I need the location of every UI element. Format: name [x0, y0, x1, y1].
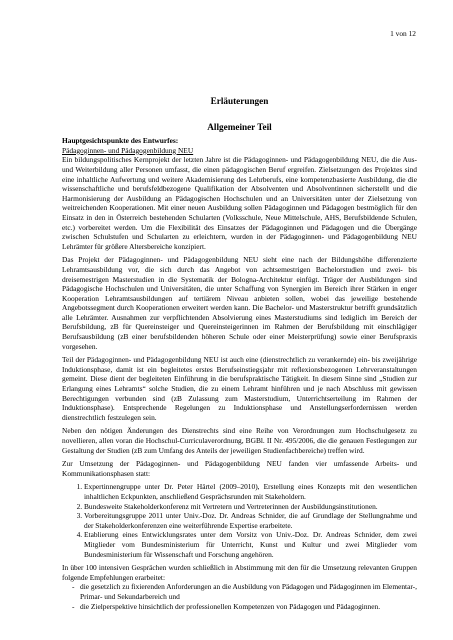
- recommendations-list: [62, 582, 417, 611]
- phase-item-1: 1. Expertinnengruppe unter Dr. Peter Härtel (2009–2010), Erstellung eines Konzepts mit den wesentlichen inhaltlichen Eckpunkten, anschließend Gesprächsrunden mit Stakeholdern.: [84, 482, 417, 501]
- phase-item-4: 4. Etablierung eines Entwicklungsrates unter dem Vorsitz von Univ.-Doz. Dr. Andreas Schnider, dem zwei Mitglieder vom Bundesministerium für Unterricht, Kunst und Kultur und zwei Mitglieder vom Bundesministerium für Wissenschaft und Forschung angehören.: [84, 530, 417, 559]
- page-number: 1 von 12: [390, 29, 416, 38]
- paragraph-3: Teil der Pädagoginnen- und Pädagogenbildung NEU ist auch eine (dienstrechtlich zu verankernde) ein- bis zweijährige Induktionsphase, damit ist ein begleitetes erstes Berufseinstiegsjahr mit reflexionsbezogenen Lehrveranstaltungen gemeint. Diese dient der begleiteten Einführung in die berufspraktische Tätigkeit. In diesem Sinne sind „Studien zur Erlangung eines Lehramts“ solche Studien, die zu einem Lehramt hinführen und je nach Abschluss mit gewissen Berechtigungen verbunden sind (zB Zulassung zum Masterstudium, Unterrichtserteilung im Rahmen der Induktionsphase). Entsprechende Regelungen zu Induktionsphase und Anstellungserfordernissen werden dienstrechtlich festzulegen sein.: [62, 355, 417, 422]
- phase-item-2: 2. Bundesweite Stakeholderkonferenz mit Vertretern und Vertreterinnen der Ausbildungsinstitutionen.: [84, 502, 417, 512]
- project-link[interactable]: Pädagoginnen- und Pädagogenbildung NEU: [62, 145, 194, 155]
- paragraph-5: Zur Umsetzung der Pädagoginnen- und Pädagogenbildung NEU fanden vier umfassende Arbeits- und Kommunikationsphasen statt:: [62, 459, 417, 478]
- paragraph-4: Neben den nötigen Änderungen des Dienstrechts sind eine Reihe von Verordnungen zum Hochschulgesetz zu novellieren, allen voran die Hochschul-Curriculaverordnung, BGBl. II Nr. 495/2006, die die genauen Festlegungen zur Gestaltung der Studien (zB zum Umfang des Anteils der jeweiligen Studienfachbereiche) treffen wird.: [62, 426, 417, 455]
- phases-list: [62, 482, 417, 559]
- recommendation-item-2: - die Zielperspektive hinsichtlich der professionellen Kompetenzen von Pädagogen und Pädagoginnen.: [72, 602, 417, 612]
- phase-item-3: 3. Vorbereitungsgruppe 2011 unter Univ.-Doz. Dr. Andreas Schnider, die auf Grundlage der Stellungnahme und der Stakeholderkonferenzen eine weiterführende Expertise erarbeitete.: [84, 511, 417, 530]
- paragraph-2: Das Projekt der Pädagoginnen- und Pädagogenbildung NEU sieht eine nach der Bildungshöhe differenzierte Lehramtsausbildung vor, die sich durch das Angebot von achtsemestrigen Bachelorstudien und zwei- bis dreisemestrigen Masterstudien in die Systematik der Bologna-Architektur einfügt. Träger der Ausbildungen sind Pädagogische Hochschulen und Universitäten, die unter Schaffung von Synergien im Bereich ihrer Stärken in enger Kooperation Lehramtsausbildungen auf tertiärem Niveau anbieten sollen, wobei das jeweilige bestehende Angebotssegment durch Kooperationen erweitert werden kann. Die Bachelor- und Masterstruktur betrifft grundsätzlich alle Lehrämter. Ausnahmen zur verpflichtenden Absolvierung eines Masterstudiums sind lediglich im Bereich der Berufsbildung, zB für Quereinsteiger und Quereinsteigerinnen im Rahmen der Berufsbildung mit einschlägiger Berufsausbildung (zB einer berufsbildenden höheren Schule oder einer Meisterprüfung) sowie einer Berufspraxis vorgesehen.: [62, 255, 417, 351]
- closing-paragraph: In über 100 intensiven Gesprächen wurden schließlich in Abstimmung mit den für die Umsetzung relevanten Gruppen folgende Empfehlungen erarbeitet:: [62, 563, 417, 582]
- section-heading: Hauptgesichtspunkte des Entwurfes:: [62, 136, 179, 146]
- document-subtitle: Allgemeiner Teil: [207, 121, 272, 132]
- document-title: Erläuterungen: [210, 96, 269, 106]
- recommendation-item-1: - die gesetzlich zu fixierenden Anforderungen an die Ausbildung von Pädagogen und Pädagoginnen im Elementar-, Primar- und Sekundarbereich und: [72, 582, 417, 601]
- paragraph-1: Ein bildungspolitisches Kernprojekt der letzten Jahre ist die Pädagoginnen- und Pädagogenbildung NEU, die die Aus- und Weiterbildung aller Personen umfasst, die einen pädagogischen Beruf ergreifen. Zielsetzungen des Projektes sind eine inhaltliche Aufwertung und weitere Akademisierung des Lehrberufs, eine kompetenzbasierte Ausbildung, die die wissenschaftliche und berufsfeldbezogene Qualifikation der Absolventen und Absolventinnen sicherstellt und die Harmonisierung der Ausbildung an Pädagogischen Hochschulen und an Universitäten unter der Zielsetzung von weitreichenden Kooperationen. Mit einer neuen Ausbildung sollen Pädagoginnen und Pädagogen bestmöglich für den Einsatz in den in Österreich bestehenden Schularten (Volksschule, Neue Mittelschule, AHS, Berufsbildende Schulen, etc.) vorbereitet werden. Um die Flexibilität des Einsatzes der Pädagoginnen und Pädagogen und die Übergänge zwischen Schulstufen und Schularten zu erleichtern, wurden in der Pädagoginnen- und Pädagogenbildung NEU Lehrämter für größere Altersbereiche konzipiert.: [62, 155, 417, 251]
